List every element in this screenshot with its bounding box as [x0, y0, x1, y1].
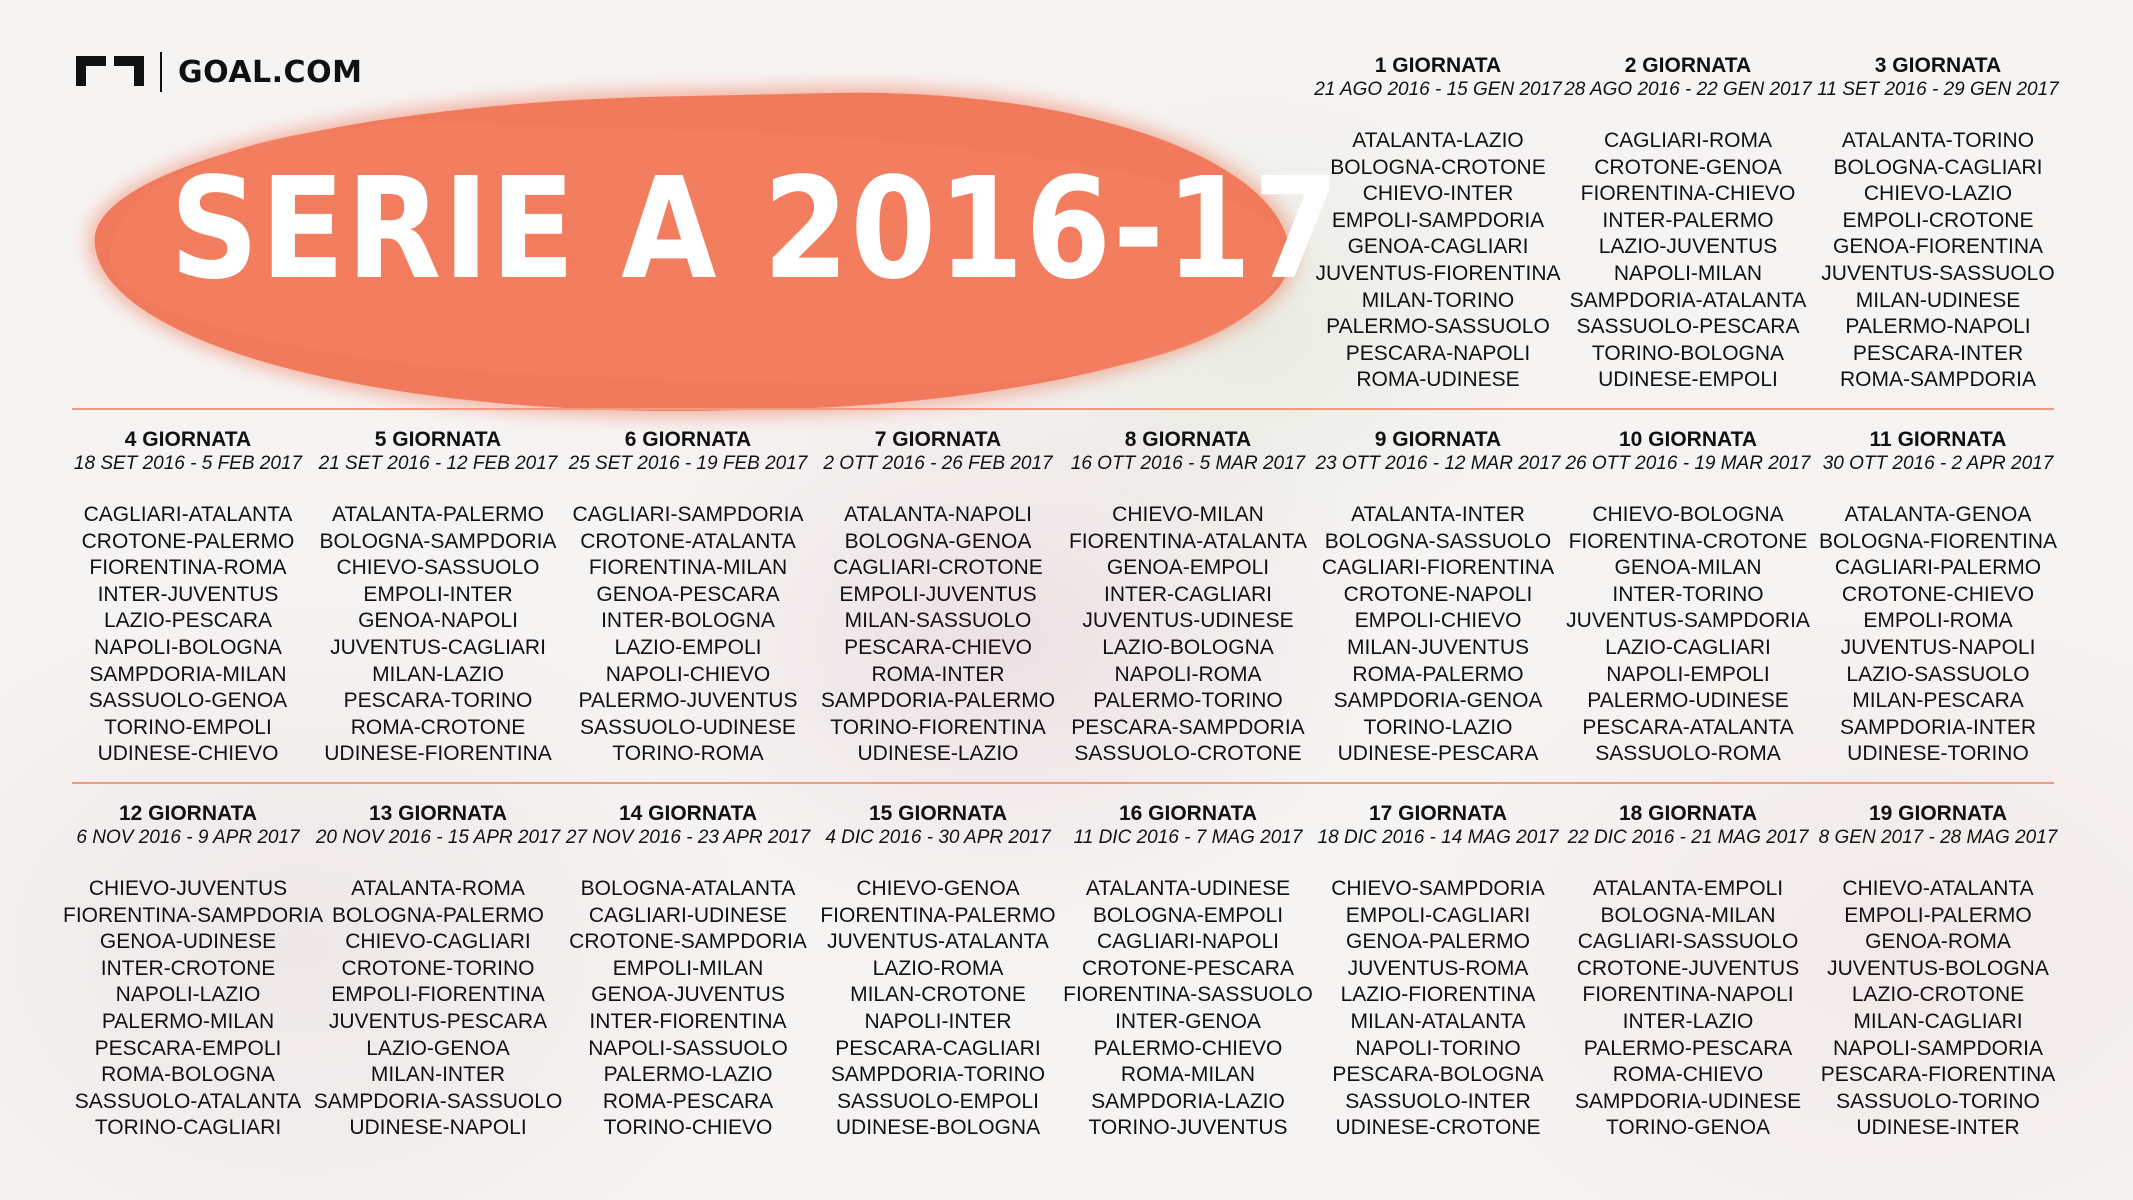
match-item: ATALANTA-PALERMO: [332, 503, 544, 526]
match-item: CROTONE-PESCARA: [1082, 956, 1294, 980]
match-item: ATALANTA-NAPOLI: [844, 503, 1032, 526]
round-dates: 11 SET 2016 - 29 GEN 2017: [1817, 79, 2059, 100]
match-item: ATALANTA-ROMA: [351, 877, 525, 900]
round-dates: 23 OTT 2016 - 12 MAR 2017: [1315, 453, 1561, 474]
round-block: [1563, 54, 1813, 394]
match-item: LAZIO-FIORENTINA: [1340, 983, 1536, 1007]
match-item: GENOA-FIORENTINA: [1832, 235, 2043, 259]
match-item: SASSUOLO-ROMA: [1595, 742, 1781, 766]
logo-separator: [160, 52, 162, 92]
match-item: UDINESE-TORINO: [1847, 742, 2029, 766]
match-item: LAZIO-CAGLIARI: [1605, 635, 1771, 659]
match-list: [1063, 876, 1313, 1142]
round-dates: 2 OTT 2016 - 26 FEB 2017: [823, 453, 1053, 474]
goal-logo: [76, 50, 362, 94]
round-block: [1813, 428, 2063, 768]
match-item: CAGLIARI-ROMA: [1603, 129, 1773, 152]
round-block: [63, 428, 313, 768]
row-divider: [72, 408, 2054, 410]
match-item: TORINO-LAZIO: [1363, 715, 1513, 739]
match-item: MILAN-CAGLIARI: [1853, 1009, 2023, 1033]
round-block: [563, 428, 813, 768]
round-block: [1813, 802, 2063, 1142]
match-item: GENOA-PALERMO: [1346, 930, 1530, 954]
match-item: SAMPDORIA-GENOA: [1333, 689, 1543, 713]
match-item: MILAN-JUVENTUS: [1346, 635, 1530, 659]
match-item: SAMPDORIA-INTER: [1839, 715, 2036, 739]
match-list: [813, 502, 1063, 768]
round-title: 9 GIORNATA: [1374, 428, 1502, 451]
match-item: UDINESE-BOLOGNA: [835, 1116, 1041, 1140]
match-item: UDINESE-NAPOLI: [349, 1116, 527, 1140]
match-item: CROTONE-ATALANTA: [580, 529, 796, 553]
match-item: TORINO-BOLOGNA: [1591, 341, 1785, 365]
match-item: LAZIO-ROMA: [872, 956, 1004, 980]
match-item: GENOA-PESCARA: [596, 582, 780, 606]
round-dates: 18 SET 2016 - 5 FEB 2017: [73, 453, 303, 474]
match-list: [63, 876, 324, 1142]
match-item: TORINO-FIORENTINA: [830, 715, 1046, 739]
match-item: JUVENTUS-ATALANTA: [827, 930, 1049, 954]
match-item: ROMA-MILAN: [1120, 1063, 1256, 1087]
match-item: PALERMO-CHIEVO: [1093, 1036, 1283, 1060]
match-item: BOLOGNA-CAGLIARI: [1833, 155, 2043, 179]
match-item: CROTONE-SAMPDORIA: [569, 930, 807, 954]
match-item: CAGLIARI-FIORENTINA: [1321, 556, 1555, 580]
match-item: EMPOLI-SAMPDORIA: [1331, 208, 1545, 232]
match-item: UDINESE-EMPOLI: [1598, 368, 1778, 392]
match-item: MILAN-PESCARA: [1852, 689, 2024, 713]
match-item: INTER-CAGLIARI: [1103, 582, 1273, 606]
match-list: [1813, 128, 2063, 394]
match-item: JUVENTUS-UDINESE: [1082, 609, 1294, 633]
match-item: SASSUOLO-INTER: [1345, 1089, 1531, 1113]
round-block: [1563, 428, 1813, 768]
round-dates: 4 DIC 2016 - 30 APR 2017: [825, 827, 1051, 848]
match-item: NAPOLI-EMPOLI: [1606, 662, 1770, 686]
round-dates: 8 GEN 2017 - 28 MAG 2017: [1818, 827, 2058, 848]
match-item: GENOA-UDINESE: [99, 930, 277, 954]
round-title: 2 GIORNATA: [1624, 54, 1752, 77]
round-title: 6 GIORNATA: [624, 428, 752, 451]
round-dates: 30 OTT 2016 - 2 APR 2017: [1822, 453, 2054, 474]
match-list: [63, 502, 313, 768]
round-title: 15 GIORNATA: [868, 802, 1008, 825]
page-title: SERIE A 2016-17: [170, 148, 1341, 311]
match-item: PESCARA-INTER: [1852, 341, 2024, 365]
match-item: NAPOLI-TORINO: [1355, 1036, 1521, 1060]
match-item: NAPOLI-SASSUOLO: [588, 1036, 788, 1060]
match-item: FIORENTINA-NAPOLI: [1582, 983, 1794, 1007]
match-item: NAPOLI-MILAN: [1613, 261, 1763, 285]
match-item: UDINESE-INTER: [1856, 1116, 2020, 1140]
match-item: PESCARA-NAPOLI: [1345, 341, 1531, 365]
match-item: BOLOGNA-FIORENTINA: [1818, 529, 2058, 553]
match-item: CAGLIARI-SAMPDORIA: [572, 503, 804, 526]
match-item: SASSUOLO-CROTONE: [1074, 742, 1302, 766]
match-item: LAZIO-EMPOLI: [614, 635, 762, 659]
round-title: 16 GIORNATA: [1118, 802, 1258, 825]
match-item: MILAN-UDINESE: [1855, 288, 2021, 312]
round-title: 18 GIORNATA: [1618, 802, 1758, 825]
match-item: SAMPDORIA-MILAN: [89, 662, 287, 686]
match-item: JUVENTUS-BOLOGNA: [1827, 956, 2049, 980]
match-item: CROTONE-JUVENTUS: [1576, 956, 1800, 980]
match-item: LAZIO-SASSUOLO: [1846, 662, 2030, 686]
round-title: 7 GIORNATA: [874, 428, 1002, 451]
round-dates: 25 SET 2016 - 19 FEB 2017: [568, 453, 808, 474]
match-item: FIORENTINA-ATALANTA: [1068, 529, 1307, 553]
match-item: NAPOLI-LAZIO: [115, 983, 261, 1007]
match-item: PALERMO-SASSUOLO: [1326, 315, 1550, 339]
match-list: [1813, 876, 2063, 1142]
match-item: SASSUOLO-EMPOLI: [837, 1089, 1039, 1113]
match-item: UDINESE-FIORENTINA: [324, 742, 552, 766]
match-item: EMPOLI-CHIEVO: [1354, 609, 1522, 633]
round-block: [313, 428, 563, 768]
match-list: [1313, 876, 1563, 1142]
match-item: INTER-TORINO: [1612, 582, 1764, 606]
match-item: CROTONE-PALERMO: [81, 529, 295, 553]
match-item: FIORENTINA-PALERMO: [820, 903, 1056, 927]
match-item: TORINO-JUVENTUS: [1088, 1116, 1288, 1140]
match-item: GENOA-CAGLIARI: [1347, 235, 1529, 259]
match-item: ATALANTA-UDINESE: [1085, 877, 1291, 900]
match-item: NAPOLI-SAMPDORIA: [1832, 1036, 2044, 1060]
match-item: CHIEVO-MILAN: [1112, 503, 1264, 526]
match-item: EMPOLI-CAGLIARI: [1345, 903, 1531, 927]
match-item: GENOA-NAPOLI: [358, 609, 518, 633]
match-item: SAMPDORIA-LAZIO: [1091, 1089, 1285, 1113]
match-item: PESCARA-CHIEVO: [844, 635, 1032, 659]
match-list: [1563, 502, 1813, 768]
match-item: GENOA-MILAN: [1614, 556, 1762, 580]
row-divider: [72, 782, 2054, 784]
match-item: CAGLIARI-PALERMO: [1834, 556, 2042, 580]
match-item: GENOA-JUVENTUS: [591, 983, 785, 1007]
match-item: JUVENTUS-FIORENTINA: [1315, 261, 1561, 285]
match-item: LAZIO-CROTONE: [1851, 983, 2025, 1007]
match-item: NAPOLI-BOLOGNA: [94, 635, 282, 659]
match-item: ATALANTA-INTER: [1351, 503, 1525, 526]
match-item: GENOA-ROMA: [1865, 930, 2011, 954]
match-item: MILAN-LAZIO: [372, 662, 504, 686]
match-item: ROMA-SAMPDORIA: [1839, 368, 2036, 392]
match-item: UDINESE-LAZIO: [857, 742, 1019, 766]
match-item: ROMA-CHIEVO: [1612, 1063, 1764, 1087]
round-title: 5 GIORNATA: [374, 428, 502, 451]
round-dates: 28 AGO 2016 - 22 GEN 2017: [1564, 79, 1812, 100]
match-item: JUVENTUS-PESCARA: [328, 1009, 548, 1033]
round-dates: 27 NOV 2016 - 23 APR 2017: [565, 827, 811, 848]
match-item: BOLOGNA-MILAN: [1600, 903, 1776, 927]
match-item: SAMPDORIA-ATALANTA: [1569, 288, 1807, 312]
match-item: CHIEVO-ATALANTA: [1842, 877, 2034, 900]
match-item: EMPOLI-INTER: [363, 582, 513, 606]
match-item: CAGLIARI-NAPOLI: [1096, 930, 1280, 954]
match-item: MILAN-CROTONE: [850, 983, 1026, 1007]
match-item: CHIEVO-BOLOGNA: [1592, 503, 1784, 526]
match-item: ROMA-BOLOGNA: [101, 1063, 275, 1087]
match-item: MILAN-SASSUOLO: [844, 609, 1032, 633]
match-item: PALERMO-UDINESE: [1587, 689, 1789, 713]
round-dates: 16 OTT 2016 - 5 MAR 2017: [1070, 453, 1306, 474]
match-item: SASSUOLO-TORINO: [1836, 1089, 2040, 1113]
match-list: [1313, 502, 1563, 768]
match-item: INTER-BOLOGNA: [601, 609, 775, 633]
match-item: EMPOLI-ROMA: [1863, 609, 2013, 633]
match-item: CAGLIARI-CROTONE: [833, 556, 1043, 580]
match-item: FIORENTINA-SASSUOLO: [1063, 983, 1313, 1007]
round-dates: 21 SET 2016 - 12 FEB 2017: [318, 453, 558, 474]
match-item: LAZIO-GENOA: [366, 1036, 510, 1060]
match-item: MILAN-ATALANTA: [1350, 1009, 1526, 1033]
match-item: UDINESE-CHIEVO: [97, 742, 279, 766]
match-item: NAPOLI-CHIEVO: [605, 662, 771, 686]
match-item: JUVENTUS-SASSUOLO: [1821, 261, 2055, 285]
match-item: FIORENTINA-ROMA: [89, 556, 287, 580]
match-item: BOLOGNA-SAMPDORIA: [319, 529, 557, 553]
round-title: 14 GIORNATA: [618, 802, 758, 825]
match-item: SASSUOLO-UDINESE: [580, 715, 796, 739]
match-item: SAMPDORIA-UDINESE: [1574, 1089, 1802, 1113]
match-item: CHIEVO-SAMPDORIA: [1331, 877, 1545, 900]
match-list: [313, 502, 563, 768]
match-item: PESCARA-ATALANTA: [1582, 715, 1794, 739]
round-title: 13 GIORNATA: [368, 802, 508, 825]
match-item: UDINESE-PESCARA: [1337, 742, 1539, 766]
match-item: JUVENTUS-SAMPDORIA: [1566, 609, 1810, 633]
match-item: CROTONE-NAPOLI: [1343, 582, 1533, 606]
match-list: [1563, 876, 1813, 1142]
match-item: PESCARA-FIORENTINA: [1820, 1063, 2056, 1087]
match-item: CHIEVO-LAZIO: [1863, 182, 2013, 206]
round-block: [63, 802, 324, 1142]
match-item: BOLOGNA-PALERMO: [332, 903, 544, 927]
match-item: NAPOLI-ROMA: [1114, 662, 1262, 686]
round-title: 4 GIORNATA: [124, 428, 252, 451]
match-item: CROTONE-CHIEVO: [1841, 582, 2035, 606]
match-item: FIORENTINA-MILAN: [588, 556, 788, 580]
match-item: PALERMO-MILAN: [101, 1009, 275, 1033]
round-block: [563, 802, 813, 1142]
match-item: INTER-GENOA: [1115, 1009, 1261, 1033]
match-item: CHIEVO-SASSUOLO: [336, 556, 540, 580]
round-dates: 18 DIC 2016 - 14 MAG 2017: [1317, 827, 1559, 848]
match-item: FIORENTINA-CHIEVO: [1580, 182, 1796, 206]
match-item: BOLOGNA-EMPOLI: [1092, 903, 1284, 927]
match-item: PESCARA-CAGLIARI: [835, 1036, 1041, 1060]
match-item: PALERMO-JUVENTUS: [578, 689, 798, 713]
round-title: 19 GIORNATA: [1868, 802, 2008, 825]
match-item: PESCARA-BOLOGNA: [1332, 1063, 1544, 1087]
match-item: PESCARA-EMPOLI: [94, 1036, 282, 1060]
round-block: [1063, 428, 1313, 768]
round-block: [813, 428, 1063, 768]
match-list: [1813, 502, 2063, 768]
round-dates: 20 NOV 2016 - 15 APR 2017: [315, 827, 561, 848]
match-item: LAZIO-PESCARA: [103, 609, 273, 633]
round-title: 1 GIORNATA: [1374, 54, 1502, 77]
match-item: TORINO-ROMA: [612, 742, 764, 766]
match-item: TORINO-GENOA: [1605, 1116, 1771, 1140]
match-item: BOLOGNA-GENOA: [844, 529, 1032, 553]
match-item: SAMPDORIA-TORINO: [830, 1063, 1046, 1087]
match-item: NAPOLI-INTER: [864, 1009, 1012, 1033]
match-item: ATALANTA-EMPOLI: [1592, 877, 1784, 900]
match-item: JUVENTUS-CAGLIARI: [330, 635, 546, 659]
round-title: 17 GIORNATA: [1368, 802, 1508, 825]
round-title: 10 GIORNATA: [1618, 428, 1758, 451]
match-list: [313, 876, 563, 1142]
round-title: 11 GIORNATA: [1869, 428, 2007, 451]
match-item: JUVENTUS-NAPOLI: [1840, 635, 2036, 659]
match-item: CHIEVO-GENOA: [856, 877, 1020, 900]
match-item: ATALANTA-GENOA: [1844, 503, 2032, 526]
match-item: JUVENTUS-ROMA: [1347, 956, 1529, 980]
match-list: [563, 876, 813, 1142]
match-item: MILAN-INTER: [370, 1063, 506, 1087]
match-item: EMPOLI-MILAN: [612, 956, 764, 980]
match-item: CHIEVO-CAGLIARI: [345, 930, 531, 954]
match-item: CROTONE-TORINO: [341, 956, 535, 980]
round-title: 8 GIORNATA: [1124, 428, 1252, 451]
match-item: BOLOGNA-ATALANTA: [580, 877, 796, 900]
match-item: SASSUOLO-PESCARA: [1576, 315, 1800, 339]
match-list: [813, 876, 1063, 1142]
match-item: MILAN-TORINO: [1361, 288, 1515, 312]
match-item: CAGLIARI-ATALANTA: [83, 503, 293, 526]
goal-bracket-logo-icon: [76, 52, 150, 92]
match-item: EMPOLI-PALERMO: [1844, 903, 2032, 927]
match-item: CHIEVO-JUVENTUS: [88, 877, 288, 900]
match-item: PESCARA-SAMPDORIA: [1071, 715, 1305, 739]
round-dates: 22 DIC 2016 - 21 MAG 2017: [1567, 827, 1809, 848]
match-item: CAGLIARI-SASSUOLO: [1577, 930, 1799, 954]
match-item: ROMA-CROTONE: [350, 715, 526, 739]
match-item: CAGLIARI-UDINESE: [588, 903, 788, 927]
match-item: CHIEVO-INTER: [1362, 182, 1514, 206]
match-item: INTER-LAZIO: [1622, 1009, 1754, 1033]
round-title: 3 GIORNATA: [1874, 54, 2002, 77]
match-item: ROMA-PESCARA: [602, 1089, 774, 1113]
round-dates: 11 DIC 2016 - 7 MAG 2017: [1073, 827, 1303, 848]
round-title: 12 GIORNATA: [118, 802, 258, 825]
match-item: TORINO-CHIEVO: [603, 1116, 773, 1140]
match-list: [563, 502, 813, 768]
round-block: [1313, 428, 1563, 768]
match-item: GENOA-EMPOLI: [1106, 556, 1270, 580]
match-item: LAZIO-JUVENTUS: [1598, 235, 1778, 259]
match-item: BOLOGNA-CROTONE: [1330, 155, 1546, 179]
match-item: ATALANTA-LAZIO: [1352, 129, 1524, 152]
match-item: PALERMO-NAPOLI: [1845, 315, 2031, 339]
round-block: [1313, 802, 1563, 1142]
match-item: FIORENTINA-SAMPDORIA: [63, 903, 324, 927]
match-item: PALERMO-TORINO: [1093, 689, 1283, 713]
match-list: [1563, 128, 1813, 394]
match-list: [1313, 128, 1563, 394]
match-item: INTER-FIORENTINA: [589, 1009, 787, 1033]
match-item: SASSUOLO-GENOA: [88, 689, 288, 713]
match-item: SASSUOLO-ATALANTA: [74, 1089, 302, 1113]
match-item: EMPOLI-JUVENTUS: [839, 582, 1037, 606]
match-item: CROTONE-GENOA: [1594, 155, 1782, 179]
match-item: EMPOLI-FIORENTINA: [331, 983, 545, 1007]
round-dates: 21 AGO 2016 - 15 GEN 2017: [1314, 79, 1562, 100]
match-item: INTER-JUVENTUS: [97, 582, 279, 606]
round-block: [1813, 54, 2063, 394]
match-item: FIORENTINA-CROTONE: [1568, 529, 1808, 553]
match-item: UDINESE-CROTONE: [1335, 1116, 1541, 1140]
round-dates: 26 OTT 2016 - 19 MAR 2017: [1565, 453, 1811, 474]
match-item: INTER-PALERMO: [1602, 208, 1774, 232]
match-item: ROMA-UDINESE: [1356, 368, 1520, 392]
round-block: [313, 802, 563, 1142]
match-item: ROMA-INTER: [871, 662, 1005, 686]
match-item: EMPOLI-CROTONE: [1842, 208, 2034, 232]
round-block: [1313, 54, 1563, 394]
match-list: [1063, 502, 1313, 768]
match-item: BOLOGNA-SASSUOLO: [1324, 529, 1552, 553]
match-item: TORINO-EMPOLI: [104, 715, 272, 739]
match-item: TORINO-CAGLIARI: [94, 1116, 282, 1140]
match-item: ATALANTA-TORINO: [1841, 129, 2035, 152]
match-item: SAMPDORIA-PALERMO: [820, 689, 1056, 713]
match-item: PALERMO-PESCARA: [1583, 1036, 1793, 1060]
match-item: SAMPDORIA-SASSUOLO: [313, 1089, 563, 1113]
match-item: LAZIO-BOLOGNA: [1102, 635, 1274, 659]
round-block: [813, 802, 1063, 1142]
match-item: ROMA-PALERMO: [1352, 662, 1524, 686]
match-item: PESCARA-TORINO: [343, 689, 533, 713]
round-block: [1063, 802, 1313, 1142]
round-block: [1563, 802, 1813, 1142]
match-item: PALERMO-LAZIO: [603, 1063, 773, 1087]
round-dates: 6 NOV 2016 - 9 APR 2017: [76, 827, 300, 848]
brand-name: GOAL.COM: [178, 54, 363, 90]
match-item: INTER-CROTONE: [100, 956, 276, 980]
